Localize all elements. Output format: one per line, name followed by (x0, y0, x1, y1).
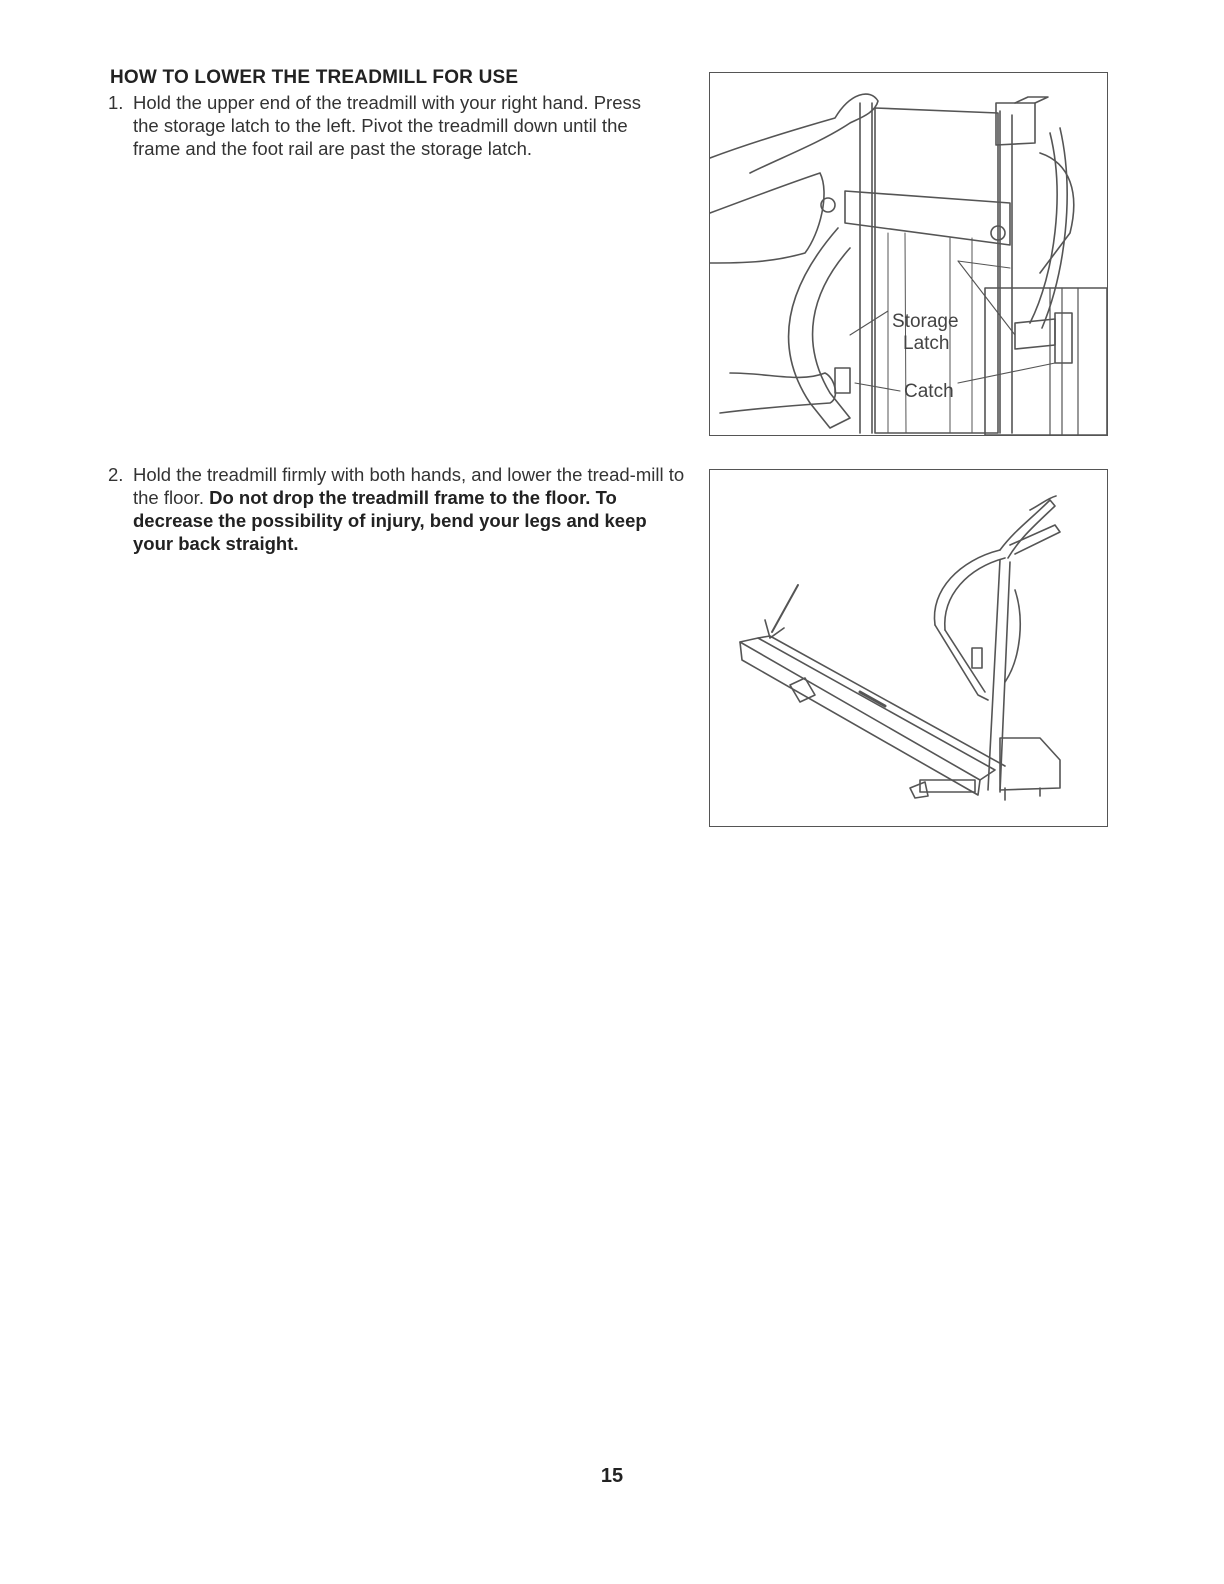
hand-upper (710, 94, 878, 173)
motor-base (1000, 738, 1060, 790)
inset-latch (1015, 319, 1055, 349)
inset-frame (985, 288, 1107, 435)
step-body (133, 463, 688, 555)
latch-body (835, 368, 850, 393)
storage-label: Storage (892, 311, 959, 332)
cross-bar (845, 191, 1010, 245)
lowering-drawing (710, 470, 1107, 826)
motor-hood (996, 103, 1035, 145)
storage-latch-illustration (709, 72, 1108, 436)
lowering-illustration (709, 469, 1108, 827)
handrail (789, 228, 850, 428)
hand-latch (720, 373, 835, 413)
page-number: 15 (600, 1465, 624, 1487)
step-1 (108, 91, 668, 160)
catch-label: Catch (904, 381, 954, 402)
handrail (934, 550, 1000, 625)
step-text: Hold the treadmill firmly with both hands, and lower the tread-mill to the floor. (133, 464, 685, 508)
section-heading: HOW TO LOWER THE TREADMILL FOR USE (110, 67, 519, 88)
base-foot (920, 780, 975, 792)
step-2 (108, 463, 688, 555)
step-number: 2. (108, 464, 124, 485)
step-text: Hold the upper end of the treadmill with your right hand. Press the storage latch to the left. Pivot the treadmill down until the frame and the foot rail are past the storage latch. (133, 92, 642, 159)
down-arrow (772, 585, 798, 632)
step-number: 1. (108, 92, 124, 113)
arm-lower (710, 173, 824, 263)
latch-label: Latch (903, 333, 950, 354)
safety-warning: Do not drop the treadmill frame to the floor. To decrease the possibility of injury, bend your legs and keep your back straight. (133, 487, 647, 554)
upright-post (988, 560, 1000, 790)
